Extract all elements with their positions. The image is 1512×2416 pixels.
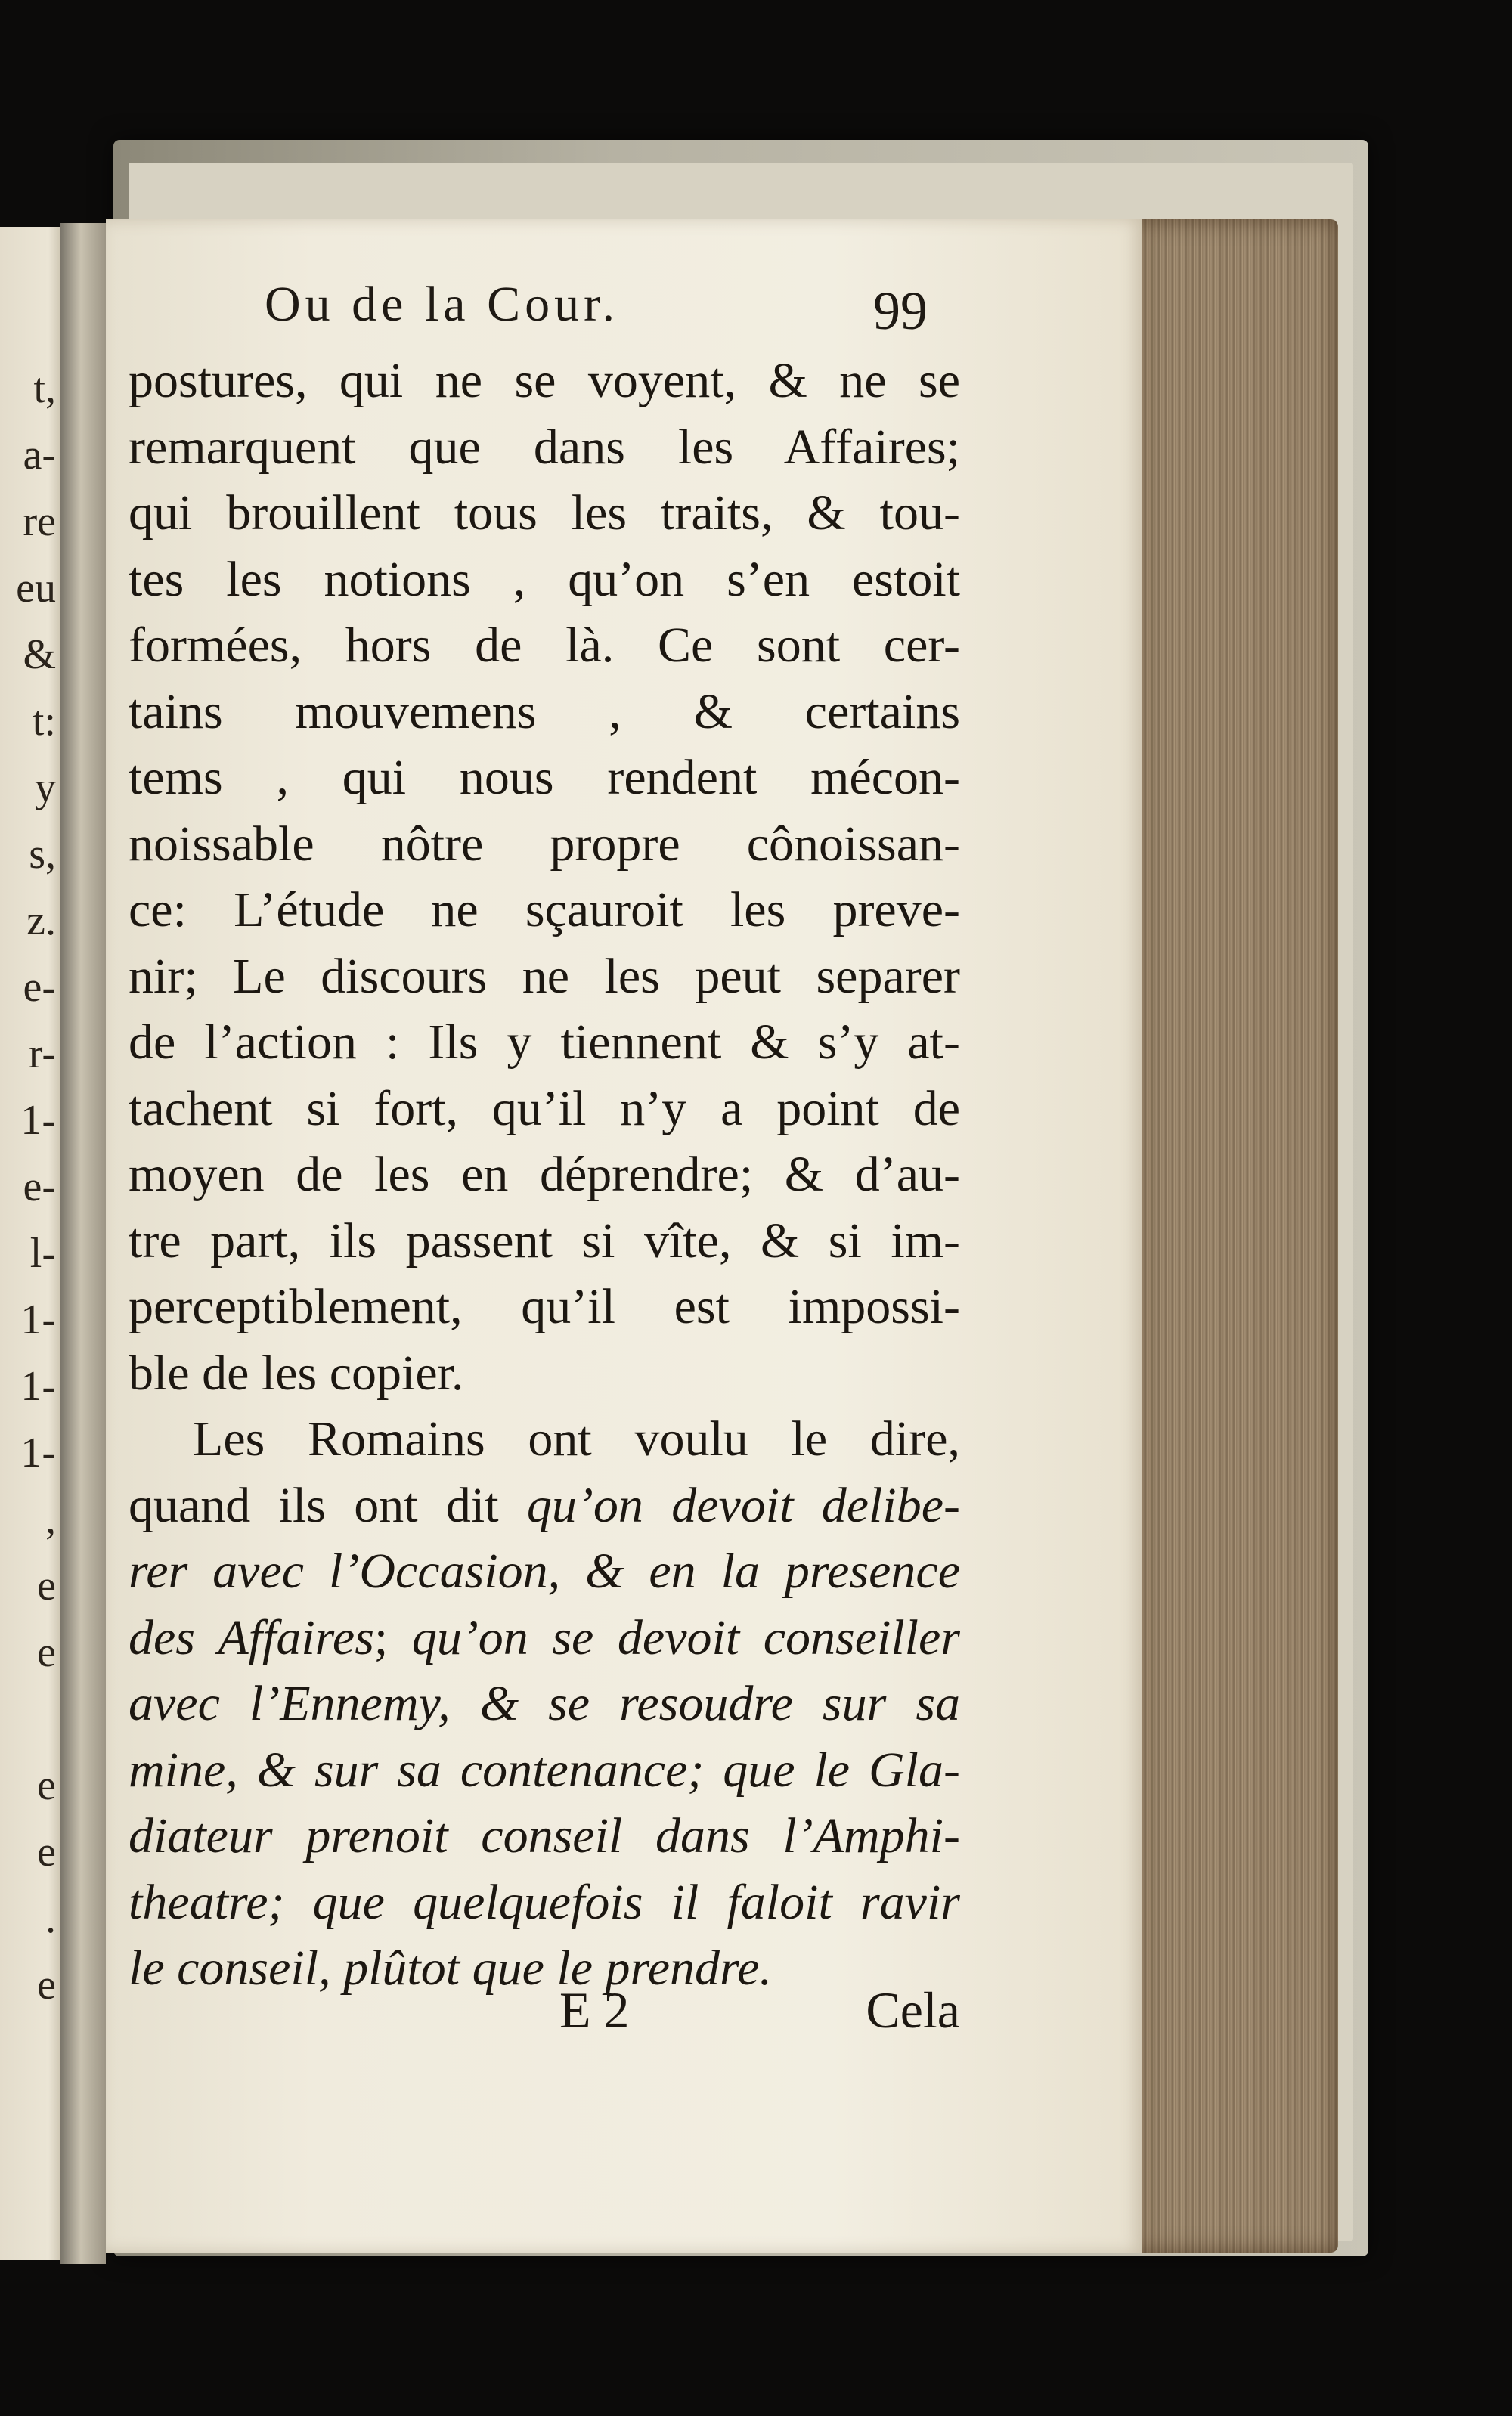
catchword: Cela bbox=[866, 1981, 960, 2039]
page-body-text bbox=[129, 348, 960, 2002]
italic-segment: qu’on devoit delibe- bbox=[526, 1477, 960, 1533]
text-line-italic: mine, & sur sa contenance; que le Gla- bbox=[129, 1742, 960, 1798]
text-line-italic: theatre; que quelquefois il faloit ravir bbox=[129, 1874, 960, 1930]
text-line: nir; Le discours ne les peut separer bbox=[129, 948, 960, 1004]
text-line: formées, hors de là. Ce sont cer- bbox=[129, 618, 960, 673]
fragment-text: e bbox=[37, 1762, 56, 1809]
running-head: Ou de la Cour. bbox=[265, 277, 619, 332]
fragment-text bbox=[0, 1686, 56, 1752]
fragment-text: s, bbox=[29, 831, 56, 878]
fragment-text: 1- bbox=[20, 1097, 56, 1144]
fragment-text: e- bbox=[23, 964, 56, 1011]
fragment-text: & bbox=[23, 631, 56, 678]
italic-segment: qu’on se devoit conseiller bbox=[411, 1609, 960, 1665]
fragment-text: 1- bbox=[20, 1429, 56, 1476]
previous-page-text-fragments bbox=[0, 355, 60, 2018]
text-line: moyen de les en déprendre; & d’au- bbox=[129, 1147, 960, 1202]
page-number: 99 bbox=[873, 280, 928, 341]
text-line-italic: rer avec l’Occasion, & en la presence bbox=[129, 1544, 960, 1599]
fragment-text: e bbox=[37, 1629, 56, 1676]
text-line-paragraph-start: Les Romains ont voulu le dire, bbox=[193, 1411, 960, 1467]
italic-segment: des Affaires bbox=[129, 1609, 374, 1665]
text-line: tems , qui nous rendent mécon- bbox=[129, 750, 960, 805]
fragment-text: re bbox=[23, 498, 56, 545]
fragment-text: y bbox=[35, 764, 56, 811]
text-line: postures, qui ne se voyent, & ne se bbox=[129, 353, 960, 408]
fragment-text: . bbox=[45, 1895, 56, 1942]
roman-segment: quand ils ont dit bbox=[129, 1477, 527, 1533]
text-line-italic: le conseil, plûtot que le prendre. bbox=[129, 1941, 773, 1996]
page-footer bbox=[129, 1981, 960, 2049]
fragment-text: 1- bbox=[20, 1363, 56, 1410]
text-line: ble de les copier. bbox=[129, 1345, 464, 1401]
signature-mark: E 2 bbox=[559, 1981, 630, 2039]
fragment-text: t: bbox=[32, 698, 56, 745]
text-line: ce: L’étude ne sçauroit les preve- bbox=[129, 882, 960, 937]
book-gutter bbox=[60, 223, 106, 2264]
fragment-text: a- bbox=[23, 432, 56, 479]
fragment-text: t, bbox=[33, 365, 56, 412]
text-line-mixed bbox=[129, 1473, 960, 1539]
text-line: noissable nôtre propre cônoissan- bbox=[129, 816, 960, 872]
fragment-text: 1- bbox=[20, 1296, 56, 1343]
fragment-text: z. bbox=[26, 897, 56, 944]
fragment-text: l- bbox=[29, 1230, 56, 1277]
fragment-text: , bbox=[45, 1496, 56, 1543]
text-line-mixed bbox=[129, 1605, 960, 1671]
text-line: perceptiblement, qu’il est impossi- bbox=[129, 1279, 960, 1334]
text-line-italic: avec l’Ennemy, & se resoudre sur sa bbox=[129, 1676, 960, 1731]
roman-segment: ; bbox=[373, 1609, 412, 1665]
text-line-italic: diateur prenoit conseil dans l’Amphi- bbox=[129, 1808, 960, 1863]
text-line: remarquent que dans les Affaires; bbox=[129, 419, 960, 475]
text-line: tains mouvemens , & certains bbox=[129, 683, 960, 739]
fragment-text: e bbox=[37, 1563, 56, 1609]
fragment-text: r- bbox=[28, 1030, 56, 1077]
fragment-text: e bbox=[37, 1829, 56, 1875]
text-line: qui brouillent tous les traits, & tou- bbox=[129, 485, 960, 541]
fragment-text: e bbox=[37, 1962, 56, 2009]
text-line: de l’action : Ils y tiennent & s’y at- bbox=[129, 1014, 960, 1070]
text-line: tes les notions , qu’on s’en estoit bbox=[129, 551, 960, 607]
page-fore-edge bbox=[1134, 219, 1338, 2253]
fragment-text: eu bbox=[16, 565, 56, 612]
fragment-text: e- bbox=[23, 1163, 56, 1210]
text-line: tre part, ils passent si vîte, & si im- bbox=[129, 1213, 960, 1268]
text-line: tachent si fort, qu’il n’y a point de bbox=[129, 1080, 960, 1136]
